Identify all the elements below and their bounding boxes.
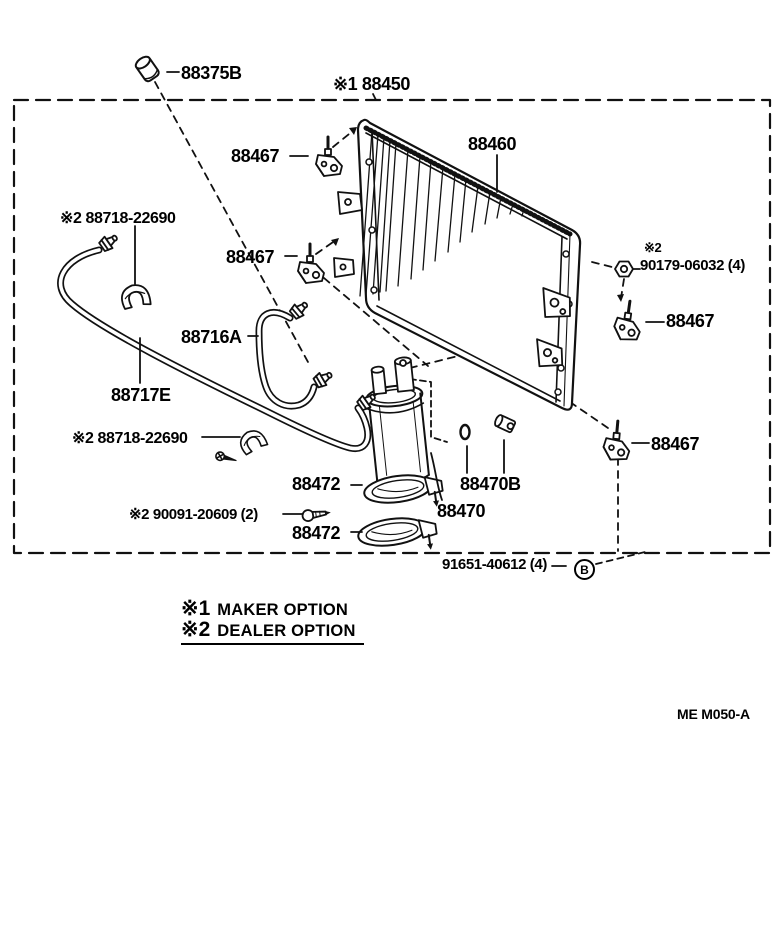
- part-label-88450: ※1 88450: [333, 74, 410, 94]
- part-label-90091: ※2 90091-20609 (2): [129, 506, 258, 523]
- part-label-88375b: 88375B: [181, 63, 242, 83]
- clamp-88472-icons: [357, 470, 445, 560]
- legend-dealer-option: [181, 617, 364, 645]
- receiver-drier-icon: [363, 356, 432, 488]
- legend-mark-2: ※2: [181, 618, 211, 641]
- part-label-88460: 88460: [468, 134, 517, 154]
- part-label-88467-b: 88467: [226, 247, 275, 267]
- screw-icon: [215, 451, 238, 465]
- part-label-91651: 91651-40612 (4): [442, 556, 547, 573]
- valve-icon: [493, 414, 515, 433]
- nut-icon: [615, 262, 633, 277]
- part-label-88718-a: ※2 88718-22690: [60, 210, 176, 227]
- bolt-icon: [302, 507, 332, 522]
- part-label-88470: 88470: [437, 501, 486, 521]
- part-label-88470b: 88470B: [460, 474, 521, 494]
- part-label-88472-b: 88472: [292, 523, 341, 543]
- legend-mark-1: ※1: [181, 597, 211, 620]
- part-label-88472-a: 88472: [292, 474, 341, 494]
- part-label-90179-mark: ※2: [644, 240, 662, 255]
- legend-text-2: DEALER OPTION: [217, 622, 356, 640]
- circled-b-marker: B: [574, 559, 595, 580]
- o-ring-icon: [461, 425, 470, 439]
- part-label-88467-a: 88467: [231, 146, 280, 166]
- condenser-icon: [334, 120, 580, 410]
- part-label-88467-c: 88467: [666, 311, 715, 331]
- grommet-icon: [134, 54, 161, 82]
- part-label-90179: 90179-06032 (4): [640, 257, 745, 274]
- part-label-88718-b: ※2 88718-22690: [72, 430, 188, 447]
- part-label-88716a: 88716A: [181, 327, 242, 347]
- part-label-88717e: 88717E: [111, 385, 171, 405]
- part-label-88467-d: 88467: [651, 434, 700, 454]
- figure-code: ME M050-A: [677, 706, 750, 722]
- legend-text-1: MAKER OPTION: [217, 601, 349, 619]
